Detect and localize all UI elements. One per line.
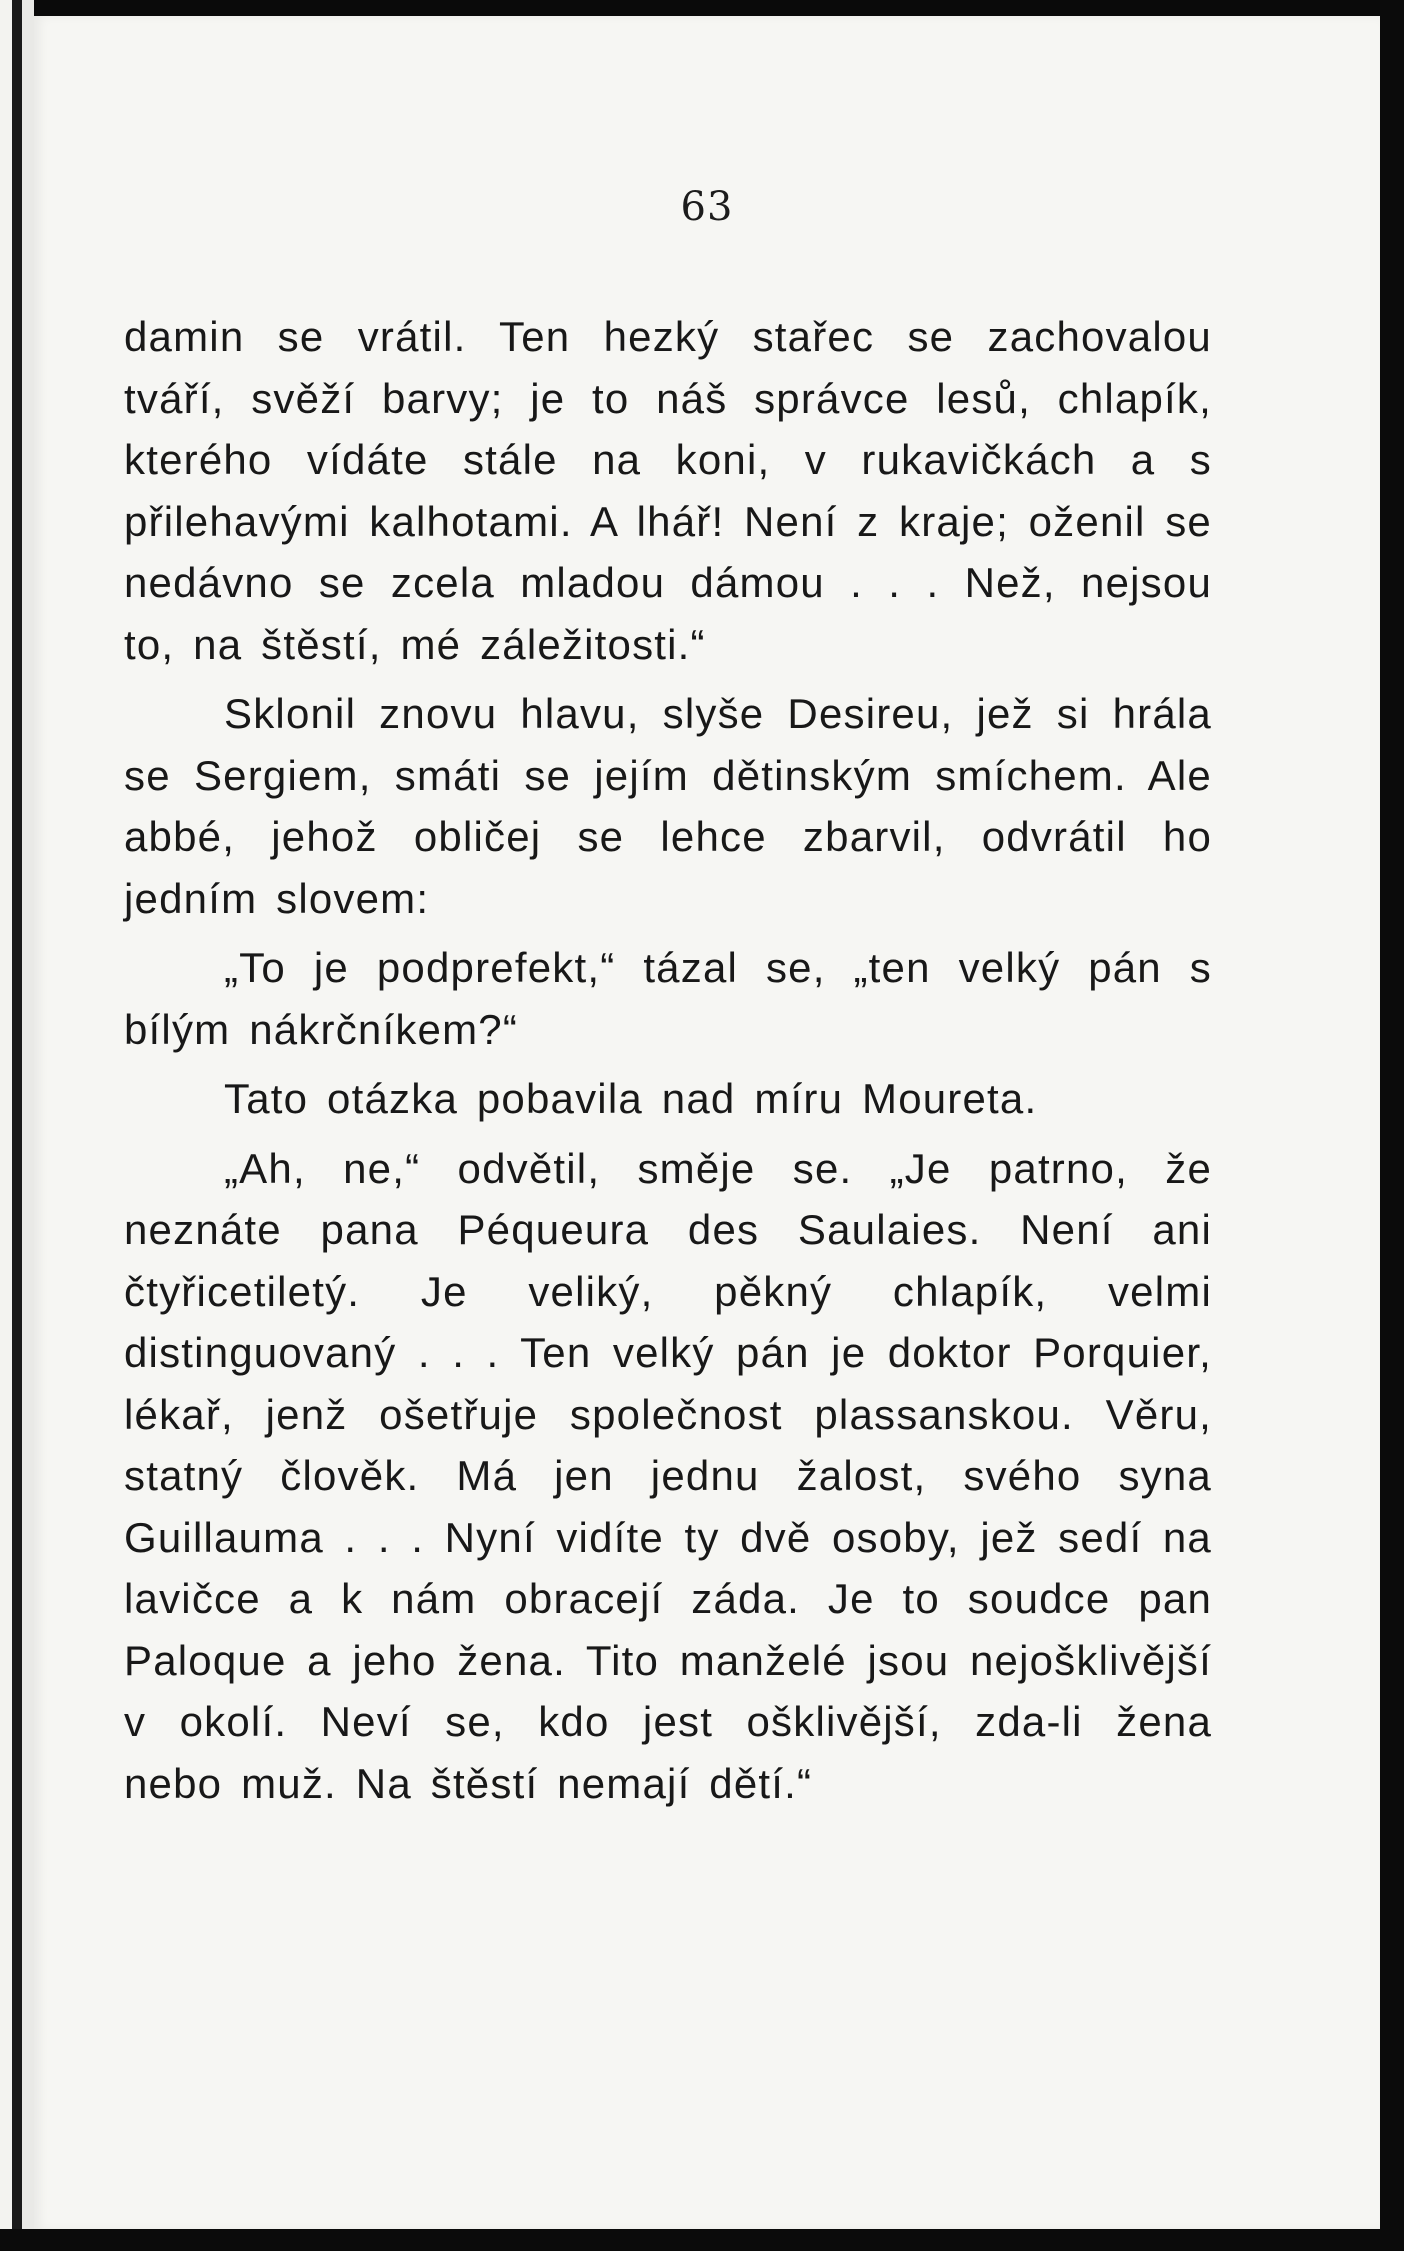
body-text bbox=[124, 306, 1212, 1814]
page-number: 63 bbox=[680, 184, 734, 230]
scan-top-edge bbox=[0, 0, 1404, 16]
book-page bbox=[34, 16, 1380, 2230]
paragraph-5: „Ah, ne,“ odvětil, směje se. „Je patrno, že neznáte pana Péqueura des Saulaies. Není ani čtyřicetiletý. Je veliký, pěkný chlapík, velmi distinguovaný . . . Ten velký pán je doktor Porquier, lékař, jenž ošetřuje společnost plassanskou. Věru, statný člověk. Má jen jednu žalost, svého syna Guillauma . . . Nyní vidíte ty dvě osoby, jež sedí na lavičce a k nám obracejí záda. Je to soudce pan Paloque a jeho žena. Tito manželé jsou nejošklivější v okolí. Neví se, kdo jest ošklivější, zda-li žena nebo muž. Na štěstí nemají dětí.“ bbox=[124, 1144, 1212, 1807]
paragraph-3: „To je podprefekt,“ tázal se, „ten velký pán s bílým nákrčníkem?“ bbox=[124, 944, 1212, 1053]
scan-bottom-edge bbox=[0, 2229, 1404, 2251]
paragraph-1: damin se vrátil. Ten hezký stařec se zachovalou tváří, svěží barvy; je to náš správce lesů, chlapík, kterého vídáte stále na koni, v rukavičkách a s přilehavými kalhotami. A lhář! Není z kraje; oženil se nedávno se zcela mladou dámou . . . Než, nejsou to, na štěstí, mé záležitosti.“ bbox=[124, 313, 1212, 668]
paragraph-4: Tato otázka pobavila nad míru Moureta. bbox=[224, 1075, 1038, 1122]
book-binding-edge bbox=[0, 0, 34, 2251]
scan-right-edge bbox=[1380, 0, 1404, 2251]
paragraph-2: Sklonil znovu hlavu, slyše Desireu, jež si hrála se Sergiem, smáti se jejím dětinským smíchem. Ale abbé, jehož obličej se lehce zbarvil, odvrátil ho jedním slovem: bbox=[124, 690, 1212, 922]
